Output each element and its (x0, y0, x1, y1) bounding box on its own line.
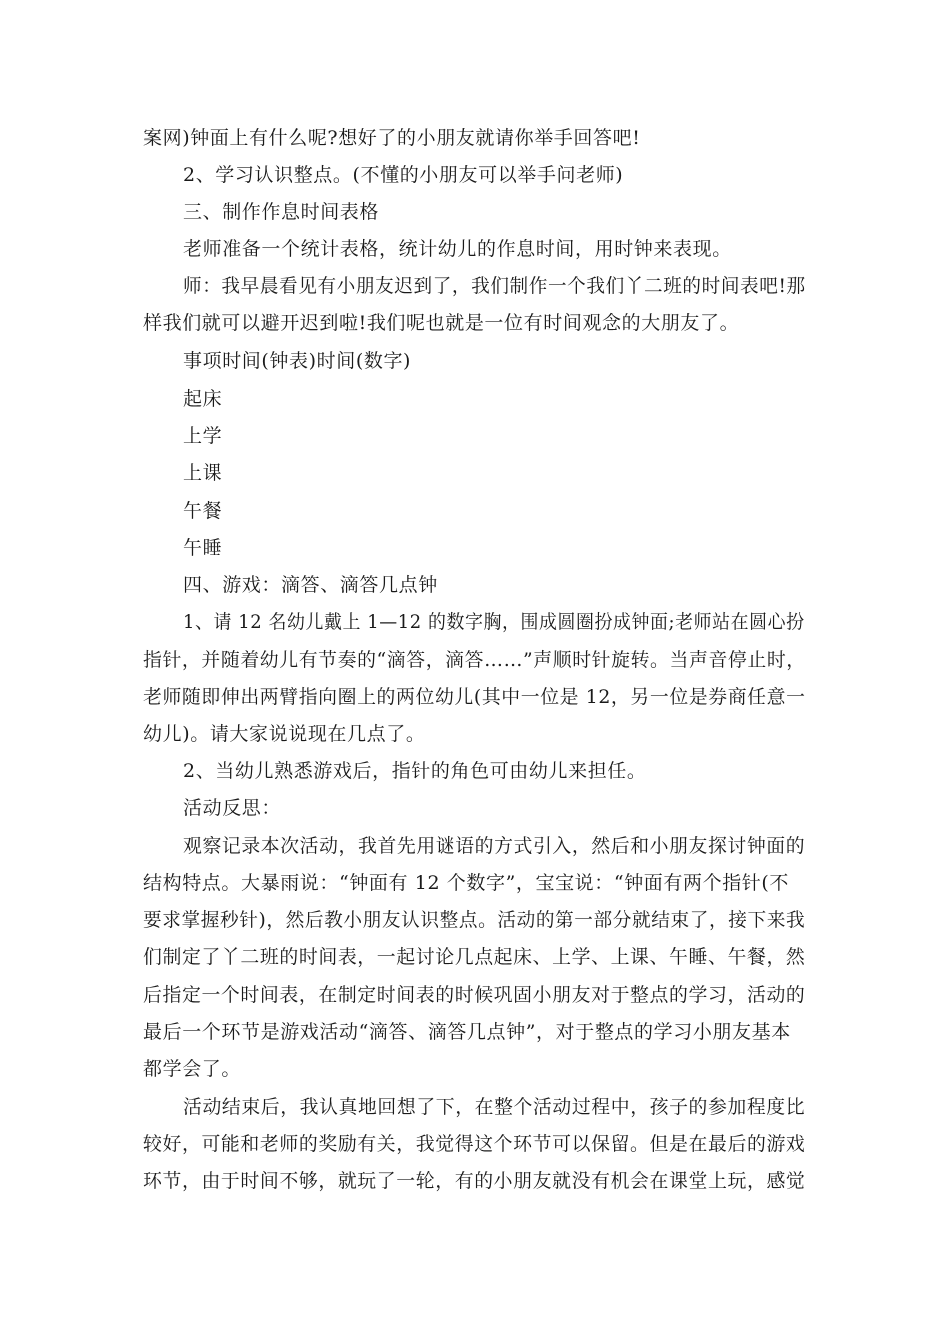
text-line: 观察记录本次活动，我首先用谜语的方式引入，然后和小朋友探讨钟面的 (183, 835, 806, 857)
text-line: 指针，并随着幼儿有节奏的“滴答，滴答……”声顺时针旋转。当声音停止时， (143, 649, 806, 671)
table-header-line: 事项时间(钟表)时间(数字) (183, 350, 412, 372)
text-line: 样我们就可以避开迟到啦!我们呢也就是一位有时间观念的大朋友了。 (143, 312, 740, 334)
text-line: 幼儿)。请大家说说现在几点了。 (143, 723, 426, 745)
text-line: 老师准备一个统计表格，统计幼儿的作息时间，用时钟来表现。 (183, 238, 732, 260)
schedule-item: 午睡 (183, 537, 223, 559)
text-line: 要求掌握秒针)，然后教小朋友认识整点。活动的第一部分就结束了，接下来我 (143, 909, 806, 931)
text-line: 2、当幼儿熟悉游戏后，指针的角色可由幼儿来担任。 (183, 760, 647, 782)
text-line: 老师随即伸出两臂指向圈上的两位幼儿(其中一位是 12，另一位是券商任意一 (143, 686, 806, 708)
section-heading: 活动反思： (183, 797, 282, 819)
text-line: 环节，由于时间不够，就玩了一轮，有的小朋友就没有机会在课堂上玩，感觉 (143, 1170, 806, 1192)
schedule-item: 上课 (183, 462, 223, 484)
text-line: 结构特点。大暴雨说：“钟面有 12 个数字”，宝宝说：“钟面有两个指针(不 (143, 872, 790, 894)
section-heading: 四、游戏：滴答、滴答几点钟 (183, 574, 438, 596)
text-line: 最后一个环节是游戏活动“滴答、滴答几点钟”，对于整点的学习小朋友基本 (143, 1021, 791, 1043)
schedule-item: 午餐 (183, 500, 223, 522)
text-line: 师：我早晨看见有小朋友迟到了，我们制作一个我们丫二班的时间表吧!那 (183, 275, 806, 297)
text-line: 后指定一个时间表，在制定时间表的时候巩固小朋友对于整点的学习，活动的 (143, 984, 806, 1006)
text-line: 1、请 12 名幼儿戴上 1—12 的数字胸，围成圆圈扮成钟面;老师站在圆心扮 (183, 611, 805, 633)
schedule-item: 起床 (183, 388, 223, 410)
text-line: 较好，可能和老师的奖励有关，我觉得这个环节可以保留。但是在最后的游戏 (143, 1133, 806, 1155)
text-line: 活动结束后，我认真地回想了下，在整个活动过程中，孩子的参加程度比 (183, 1096, 806, 1118)
section-heading: 三、制作作息时间表格 (183, 201, 380, 223)
schedule-item: 上学 (183, 425, 223, 447)
text-line: 2、学习认识整点。(不懂的小朋友可以举手问老师) (183, 164, 624, 186)
text-line: 们制定了丫二班的时间表，一起讨论几点起床、上学、上课、午睡、午餐，然 (143, 946, 806, 968)
text-line: 都学会了。 (143, 1058, 242, 1080)
text-line: 案网)钟面上有什么呢?想好了的小朋友就请你举手回答吧! (143, 127, 641, 149)
